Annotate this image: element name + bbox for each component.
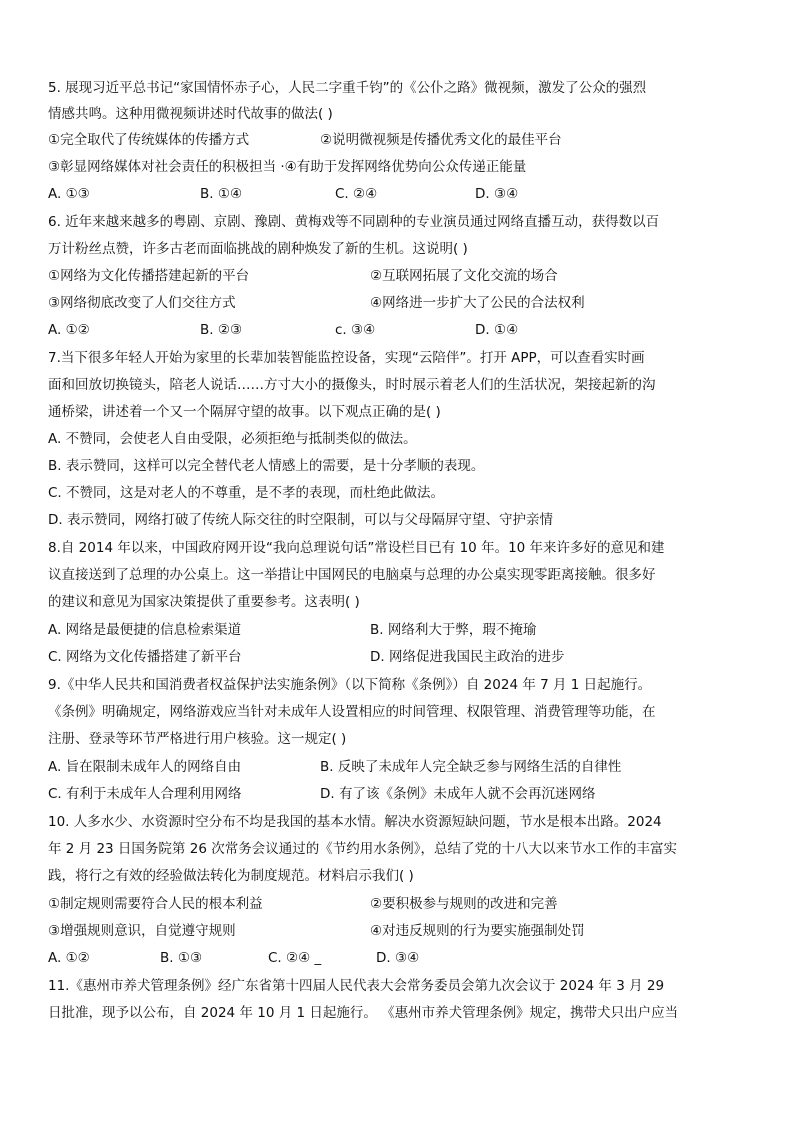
q10-stem-line-2: 年 2 月 23 日国务院第 26 次常务会议通过的《节约用水条例》，总结了党的十八大以来节水工作的丰富实: [48, 841, 677, 857]
q8-option-d: D. 网络促进我国民主政治的进步: [370, 649, 565, 665]
q8-stem-line-3: 的建议和意见为国家决策提供了重要参考。这表明( ): [48, 594, 360, 610]
q6-statement-3: ③网络彻底改变了人们交往方式: [48, 295, 236, 311]
q9-stem-line-2: 《条例》明确规定，网络游戏应当针对未成年人设置相应的时间管理、权限管理、消费管理等功能，在: [48, 704, 656, 720]
q8-stem-line-2: 议直接送到了总理的办公桌上。这一举措让中国网民的电脑桌与总理的办公桌实现零距离接触。很多好: [48, 567, 656, 583]
q11-stem-line-2: 日批准，现予以公布，自 2024 年 10 月 1 日起施行。 《惠州市养犬管理条例》规定，携带犬只出户应当: [48, 1005, 679, 1021]
q8-option-a: A. 网络是最便捷的信息检索渠道: [48, 622, 242, 638]
q7-option-b: B. 表示赞同，这样可以完全替代老人情感上的需要，是十分孝顺的表现。: [48, 458, 485, 474]
q6-statement-1: ①网络为文化传播搭建起新的平台: [48, 268, 250, 284]
q8-stem-line-1: 8.自 2014 年以来，中国政府网开设“我向总理说句话”常设栏目已有 10 年。10 年来许多好的意见和建: [48, 540, 665, 556]
q5-stem-line-2: 情感共鸣。这种用微视频讲述时代故事的做法( ): [48, 106, 333, 122]
q5-statement-2: ②说明微视频是传播优秀文化的最佳平台: [320, 132, 562, 148]
q9-option-a: A. 旨在限制未成年人的网络自由: [48, 759, 242, 775]
q10-stem-line-3: 践，将行之有效的经验做法转化为制度规范。材料启示我们( ): [48, 868, 414, 884]
q10-option-a: A. ①②: [48, 950, 90, 966]
q10-option-c: C. ②④ _: [268, 950, 322, 966]
q6-statement-2: ②互联网拓展了文化交流的场合: [370, 268, 558, 284]
q7-option-a: A. 不赞同，会使老人自由受限，必须拒绝与抵制类似的做法。: [48, 431, 417, 447]
q6-statement-4: ④网络进一步扩大了公民的合法权利: [370, 295, 585, 311]
q5-option-d: D. ③④: [475, 186, 519, 202]
q7-option-c: C. 不赞同，这是对老人的不尊重，是不孝的表现，而杜绝此做法。: [48, 485, 445, 501]
q9-option-d: D. 有了该《条例》未成年人就不会再沉迷网络: [320, 786, 596, 802]
q10-statement-2: ②要积极参与规则的改进和完善: [370, 896, 558, 912]
q6-stem-line-1: 6. 近年来越来越多的粤剧、京剧、豫剧、黄梅戏等不同剧种的专业演员通过网络直播互动，获得数以百: [48, 214, 660, 230]
q5-option-b: B. ①④: [200, 186, 243, 202]
q6-option-a: A. ①②: [48, 322, 90, 338]
q10-option-d: D. ③④: [376, 950, 420, 966]
q6-option-c: c. ③④: [335, 322, 376, 338]
q10-statement-1: ①制定规则需要符合人民的根本利益: [48, 896, 263, 912]
q9-option-c: C. 有利于未成年人合理利用网络: [48, 786, 242, 802]
q5-stem-line-1: 5. 展现习近平总书记“家国情怀赤子心，人民二字重千钧”的《公仆之路》微视频，激发了公众的强烈: [48, 80, 647, 96]
q5-statement-3-4: ③彰显网络媒体对社会责任的积极担当 ·④有助于发挥网络优势向公众传递正能量: [48, 159, 527, 175]
q5-option-a: A. ①③: [48, 186, 90, 202]
q8-option-c: C. 网络为文化传播搭建了新平台: [48, 649, 242, 665]
q10-statement-4: ④对违反规则的行为要实施强制处罚: [370, 923, 585, 939]
q7-stem-line-3: 通桥梁，讲述着一个又一个隔屏守望的故事。以下观点正确的是( ): [48, 404, 441, 420]
q10-stem-line-1: 10. 人多水少、水资源时空分布不均是我国的基本水情。解决水资源短缺问题，节水是根本出路。2024: [48, 814, 662, 830]
q9-stem-line-1: 9.《中华人民共和国消费者权益保护法实施条例》（以下简称《条例》）自 2024 年 7 月 1 日起施行。: [48, 677, 652, 693]
q6-option-b: B. ②③: [200, 322, 243, 338]
q9-option-b: B. 反映了未成年人完全缺乏参与网络生活的自律性: [320, 759, 622, 775]
q6-option-d: D. ①④: [475, 322, 519, 338]
q10-option-b: B. ①③: [160, 950, 203, 966]
q7-stem-line-1: 7.当下很多年轻人开始为家里的长辈加装智能监控设备，实现“云陪伴”。打开 APP，可以查看实时画: [48, 350, 645, 366]
q9-stem-line-3: 注册、登录等环节严格进行用户核验。这一规定( ): [48, 731, 347, 747]
q8-option-b: B. 网络利大于弊，瑕不掩瑜: [370, 622, 537, 638]
q6-stem-line-2: 万计粉丝点赞，许多古老而面临挑战的剧种焕发了新的生机。这说明( ): [48, 241, 468, 257]
q5-option-c: C. ②④: [335, 186, 378, 202]
q7-stem-line-2: 面和回放切换镜头，陪老人说话……方寸大小的摄像头，时时展示着老人们的生活状况，架接起新的沟: [48, 377, 656, 393]
q7-option-d: D. 表示赞同，网络打破了传统人际交往的时空限制，可以与父母隔屏守望、守护亲情: [48, 512, 553, 528]
q10-statement-3: ③增强规则意识，自觉遵守规则: [48, 923, 236, 939]
q11-stem-line-1: 11.《惠州市养犬管理条例》经广东省第十四届人民代表大会常务委员会第九次会议于 2024 年 3 月 29: [48, 978, 665, 994]
q5-statement-1: ①完全取代了传统媒体的传播方式: [48, 132, 250, 148]
